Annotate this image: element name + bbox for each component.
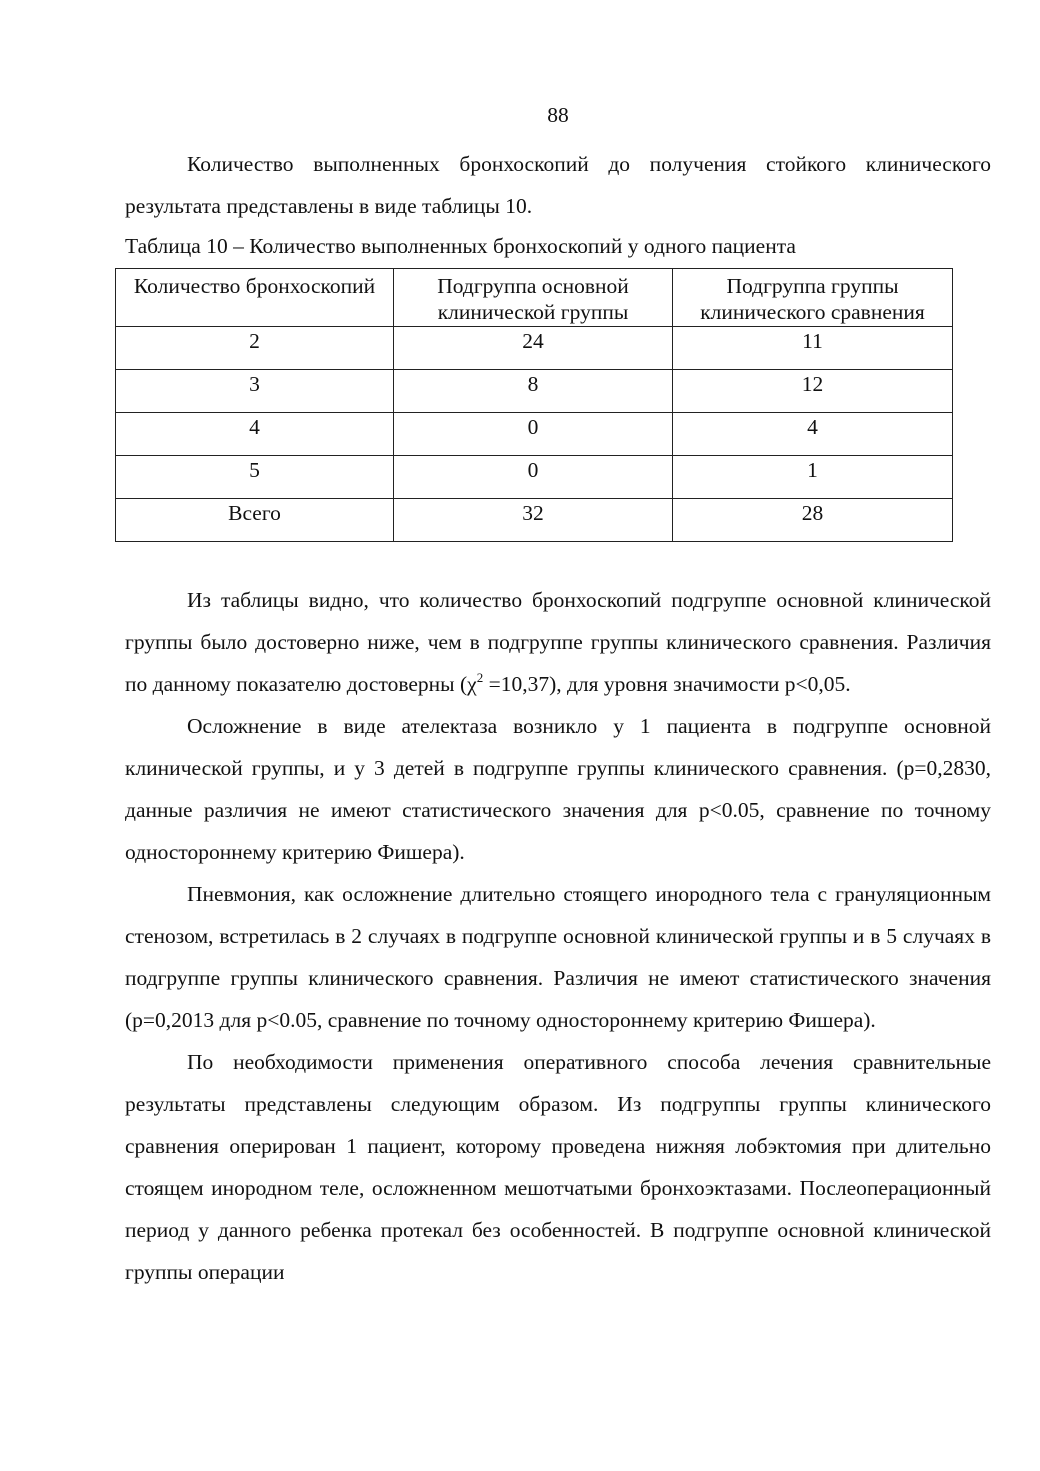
paragraph-text: =10,37), для уровня значимости p<0,05. <box>483 672 851 696</box>
paragraph-pneumonia: Пневмония, как осложнение длительно стоящего инородного тела с грануляционным стенозом, встретилась в 2 случаях в подгруппе основной клинической группы и в 5 случаях в подгруппе группы клинического сравнения. Различия не имеют статистического значения (p=0,2013 для p<0.05, сравнение по точному одностороннему критерию Фишера). <box>125 882 991 1032</box>
paragraph-text: Из таблицы видно, что количество бронхоскопий подгруппе основной клинической группы было достоверно ниже, чем в подгруппе группы клинического сравнения. Различия по данному показателю достоверны (χ <box>125 588 991 696</box>
intro-paragraph: Количество выполненных бронхоскопий до получения стойкого клинического результата представлены в виде таблицы 10. <box>125 152 991 218</box>
table-cell: 32 <box>394 499 673 542</box>
table-cell: 8 <box>394 370 673 413</box>
paragraph-surgery: По необходимости применения оперативного способа лечения сравнительные результаты представлены следующим образом. Из подгруппы группы клинического сравнения оперирован 1 пациент, которому проведена нижняя лобэктомия при длительно стоящем инородном теле, осложненном мешотчатыми бронхоэктазами. Послеоперационный период у данного ребенка протекал без особенностей. В подгруппе основной клинической группы операции <box>125 1050 991 1284</box>
table-row <box>116 413 953 456</box>
table-cell: 1 <box>673 456 953 499</box>
table-row <box>116 327 953 370</box>
table-header-cell: Подгруппа группы клинического сравнения <box>673 269 953 327</box>
paragraph-table-analysis <box>125 579 991 705</box>
page-header-text <box>125 143 991 263</box>
paragraph-atelectasis: Осложнение в виде ателектаза возникло у 1 пациента в подгруппе основной клинической группы, и у 3 детей в подгруппе группы клинического сравнения. (p=0,2830, данные различия не имеют статистического значения для p<0.05, сравнение по точному одностороннему критерию Фишера). <box>125 714 991 864</box>
table-header-row <box>116 269 953 327</box>
table-caption: Таблица 10 – Количество выполненных бронхоскопий у одного пациента <box>125 234 796 258</box>
table-row <box>116 456 953 499</box>
table-cell: 3 <box>116 370 394 413</box>
chi-square-exponent: 2 <box>476 670 484 685</box>
table-header-cell: Подгруппа основной клинической группы <box>394 269 673 327</box>
table-cell: 12 <box>673 370 953 413</box>
page-number: 88 <box>547 103 569 127</box>
table-cell: 4 <box>116 413 394 456</box>
table-cell: 2 <box>116 327 394 370</box>
table-cell: 11 <box>673 327 953 370</box>
table-cell: 0 <box>394 413 673 456</box>
table-cell: 28 <box>673 499 953 542</box>
body-text <box>125 579 991 1293</box>
table-cell: Всего <box>116 499 394 542</box>
table-row-total <box>116 499 953 542</box>
table-header-cell: Количество бронхоскопий <box>116 269 394 327</box>
table-cell: 24 <box>394 327 673 370</box>
table-cell: 5 <box>116 456 394 499</box>
table-cell: 0 <box>394 456 673 499</box>
table-row <box>116 370 953 413</box>
table-cell: 4 <box>673 413 953 456</box>
bronchoscopy-table <box>115 268 953 542</box>
